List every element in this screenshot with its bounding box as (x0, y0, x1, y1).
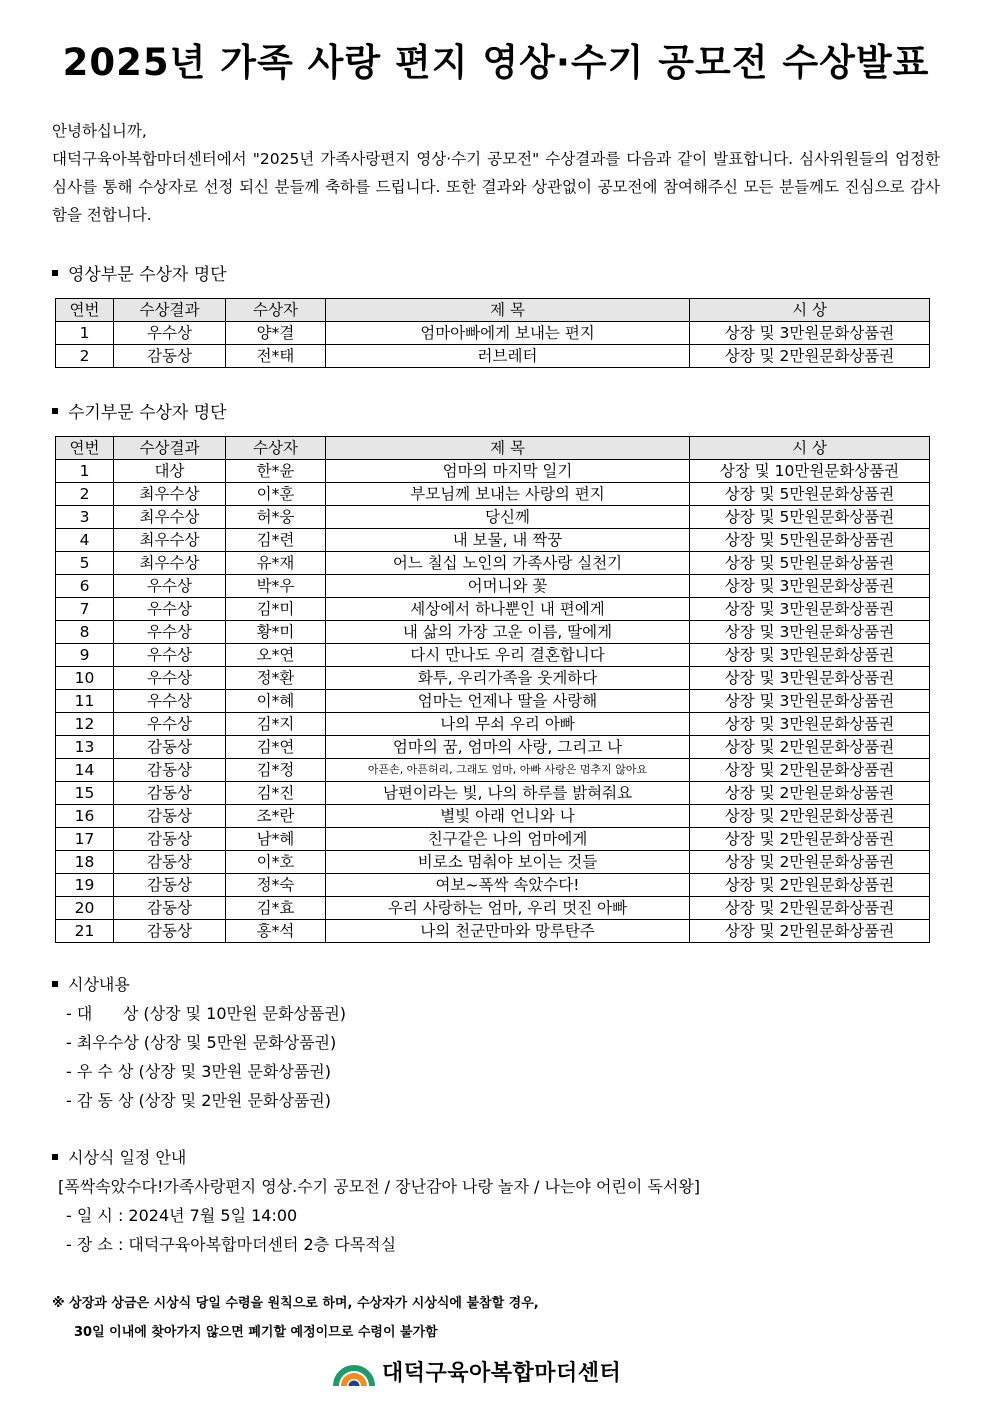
cell-no: 15 (56, 782, 114, 805)
cell-result: 최우수상 (114, 483, 226, 506)
cell-prize: 상장 및 2만원문화상품권 (690, 345, 930, 368)
cell-result: 감동상 (114, 782, 226, 805)
cell-no: 16 (56, 805, 114, 828)
cell-result: 감동상 (114, 851, 226, 874)
cell-result: 대상 (114, 460, 226, 483)
cell-prize: 상장 및 2만원문화상품권 (690, 736, 930, 759)
notice-line-1: ※ 상장과 상금은 시상식 당일 수령을 원칙으로 하며, 수상자가 시상식에 불참할 경우, (52, 1296, 539, 1311)
cell-winner: 김*미 (226, 598, 326, 621)
cell-title: 엄마의 꿈, 엄마의 사랑, 그리고 나 (326, 736, 690, 759)
notice-line-2: 30일 이내에 찾아가지 않으면 폐기할 예정이므로 수령이 불가함 (74, 1325, 438, 1340)
cell-no: 1 (56, 460, 114, 483)
cell-prize: 상장 및 2만원문화상품권 (690, 759, 930, 782)
cell-prize: 상장 및 2만원문화상품권 (690, 874, 930, 897)
col-header-no: 연번 (56, 299, 114, 322)
cell-winner: 정*숙 (226, 874, 326, 897)
video-table-header (56, 299, 930, 322)
cell-no: 9 (56, 644, 114, 667)
cell-no: 6 (56, 575, 114, 598)
cell-winner: 이*훈 (226, 483, 326, 506)
cell-result: 감동상 (114, 897, 226, 920)
table-row (56, 828, 930, 851)
table-row (56, 460, 930, 483)
cell-no: 14 (56, 759, 114, 782)
video-awards-table (55, 298, 930, 368)
rainbow-logo-icon (332, 1354, 376, 1388)
cell-winner: 유*재 (226, 552, 326, 575)
cell-no: 21 (56, 920, 114, 943)
table-row (56, 552, 930, 575)
cell-title: 우리 사랑하는 엄마, 우리 멋진 아빠 (326, 897, 690, 920)
cell-no: 1 (56, 322, 114, 345)
cell-result: 감동상 (114, 345, 226, 368)
table-row (56, 759, 930, 782)
cell-prize: 상장 및 3만원문화상품권 (690, 322, 930, 345)
col-header-title: 제 목 (326, 437, 690, 460)
table-row (56, 782, 930, 805)
cell-result: 우수상 (114, 322, 226, 345)
cell-prize: 상장 및 3만원문화상품권 (690, 690, 930, 713)
table-row (56, 621, 930, 644)
bullet-icon (52, 408, 58, 414)
col-header-winner: 수상자 (226, 437, 326, 460)
cell-no: 11 (56, 690, 114, 713)
table-row (56, 713, 930, 736)
table-row (56, 322, 930, 345)
cell-no: 18 (56, 851, 114, 874)
cell-prize: 상장 및 3만원문화상품권 (690, 644, 930, 667)
table-row (56, 851, 930, 874)
cell-prize: 상장 및 5만원문화상품권 (690, 552, 930, 575)
cell-title: 엄마아빠에게 보내는 편지 (326, 322, 690, 345)
table-row (56, 805, 930, 828)
prize-item: - 최우수상 (상장 및 5만원 문화상품권) (66, 1033, 337, 1052)
cell-title: 나의 무쇠 우리 아빠 (326, 713, 690, 736)
ceremony-info (52, 1143, 700, 1259)
cell-winner: 김*련 (226, 529, 326, 552)
cell-winner: 남*혜 (226, 828, 326, 851)
cell-result: 감동상 (114, 736, 226, 759)
cell-title: 아픈손, 아픈허리, 그래도 엄마, 아빠 사랑은 멈추지 않아요 (326, 759, 690, 782)
prize-heading (52, 970, 346, 999)
cell-title: 비로소 멈춰야 보이는 것들 (326, 851, 690, 874)
cell-no: 19 (56, 874, 114, 897)
header-row (56, 299, 930, 322)
cell-winner: 전*태 (226, 345, 326, 368)
video-table-body (56, 322, 930, 368)
cell-title: 어머니와 꽃 (326, 575, 690, 598)
table-row (56, 598, 930, 621)
ceremony-subtitle: [폭싹속았수다!가족사랑편지 영상.수기 공모전 / 장난감아 나랑 놀자 / 나는야 어린이 독서왕] (58, 1177, 701, 1196)
cell-winner: 한*윤 (226, 460, 326, 483)
col-header-no: 연번 (56, 437, 114, 460)
cell-winner: 정*환 (226, 667, 326, 690)
cell-no: 5 (56, 552, 114, 575)
cell-winner: 김*정 (226, 759, 326, 782)
cell-result: 감동상 (114, 874, 226, 897)
cell-title: 내 보물, 내 짝꿍 (326, 529, 690, 552)
cell-prize: 상장 및 5만원문화상품권 (690, 506, 930, 529)
prize-item: - 감 동 상 (상장 및 2만원 문화상품권) (66, 1091, 331, 1110)
cell-title: 다시 만나도 우리 결혼합니다 (326, 644, 690, 667)
col-header-winner: 수상자 (226, 299, 326, 322)
col-header-title: 제 목 (326, 299, 690, 322)
table-row (56, 483, 930, 506)
cell-no: 12 (56, 713, 114, 736)
essay-table-header (56, 437, 930, 460)
cell-winner: 이*호 (226, 851, 326, 874)
essay-section-heading (52, 398, 227, 423)
essay-section-heading-text: 수기부문 수상자 명단 (68, 403, 227, 423)
cell-no: 10 (56, 667, 114, 690)
cell-result: 감동상 (114, 805, 226, 828)
cell-winner: 김*지 (226, 713, 326, 736)
cell-no: 2 (56, 345, 114, 368)
cell-title: 부모님께 보내는 사랑의 편지 (326, 483, 690, 506)
cell-title: 어느 칠십 노인의 가족사랑 실천기 (326, 552, 690, 575)
col-header-result: 수상결과 (114, 437, 226, 460)
notice (52, 1289, 539, 1347)
table-row (56, 345, 930, 368)
table-row (56, 897, 930, 920)
cell-winner: 김*효 (226, 897, 326, 920)
cell-result: 우수상 (114, 713, 226, 736)
essay-awards-table (55, 436, 930, 943)
page-title: 2025년 가족 사랑 편지 영상·수기 공모전 수상발표 (62, 41, 930, 84)
cell-title: 나의 천군만마와 망루탄주 (326, 920, 690, 943)
cell-winner: 박*우 (226, 575, 326, 598)
cell-result: 감동상 (114, 828, 226, 851)
cell-result: 우수상 (114, 621, 226, 644)
table-row (56, 736, 930, 759)
cell-title: 별빛 아래 언니와 나 (326, 805, 690, 828)
cell-title: 화투, 우리가족을 웃게하다 (326, 667, 690, 690)
cell-title: 남편이라는 빛, 나의 하루를 밝혀줘요 (326, 782, 690, 805)
cell-result: 최우수상 (114, 529, 226, 552)
cell-no: 3 (56, 506, 114, 529)
bullet-icon (52, 981, 58, 987)
cell-prize: 상장 및 3만원문화상품권 (690, 575, 930, 598)
table-row (56, 667, 930, 690)
cell-prize: 상장 및 3만원문화상품권 (690, 598, 930, 621)
prize-info (52, 970, 346, 1115)
table-row (56, 920, 930, 943)
cell-no: 13 (56, 736, 114, 759)
cell-result: 감동상 (114, 759, 226, 782)
cell-result: 최우수상 (114, 552, 226, 575)
cell-title: 친구같은 나의 엄마에게 (326, 828, 690, 851)
cell-winner: 허*웅 (226, 506, 326, 529)
cell-prize: 상장 및 2만원문화상품권 (690, 805, 930, 828)
table-row (56, 644, 930, 667)
intro-body: 대덕구육아복합마더센터에서 "2025년 가족사랑편지 영상·수기 공모전" 수상결과를 다음과 같이 발표합니다. 심사위원들의 엄정한 심사를 통해 수상자로 선정 되신 분들께 축하를 드립니다. 또한 결과와 상관없이 공모전에 참여해주신 모든 분들께도 진심으로 감사함을 전합니다. (52, 150, 940, 224)
cell-prize: 상장 및 3만원문화상품권 (690, 667, 930, 690)
cell-no: 20 (56, 897, 114, 920)
cell-winner: 김*연 (226, 736, 326, 759)
table-row (56, 690, 930, 713)
cell-result: 우수상 (114, 575, 226, 598)
essay-table-body (56, 460, 930, 943)
cell-title: 엄마의 마지막 일기 (326, 460, 690, 483)
cell-prize: 상장 및 5만원문화상품권 (690, 529, 930, 552)
cell-winner: 홍*석 (226, 920, 326, 943)
cell-title: 러브레터 (326, 345, 690, 368)
table-row (56, 529, 930, 552)
cell-no: 8 (56, 621, 114, 644)
cell-winner: 양*결 (226, 322, 326, 345)
cell-prize: 상장 및 10만원문화상품권 (690, 460, 930, 483)
cell-result: 최우수상 (114, 506, 226, 529)
col-header-result: 수상결과 (114, 299, 226, 322)
table-row (56, 874, 930, 897)
cell-no: 17 (56, 828, 114, 851)
prize-item: - 대 상 (상장 및 10만원 문화상품권) (66, 1004, 347, 1023)
video-section-heading (52, 260, 227, 285)
cell-title: 여보~폭싹 속았수다! (326, 874, 690, 897)
cell-winner: 김*진 (226, 782, 326, 805)
cell-prize: 상장 및 2만원문화상품권 (690, 851, 930, 874)
cell-winner: 황*미 (226, 621, 326, 644)
intro-greeting: 안녕하십니까, (52, 122, 147, 140)
ceremony-date: - 일 시 : 2024년 7월 5일 14:00 (66, 1206, 298, 1225)
ceremony-heading (52, 1143, 700, 1172)
col-header-prize: 시 상 (690, 299, 930, 322)
cell-prize: 상장 및 5만원문화상품권 (690, 483, 930, 506)
cell-title: 엄마는 언제나 딸을 사랑해 (326, 690, 690, 713)
cell-result: 우수상 (114, 667, 226, 690)
cell-prize: 상장 및 3만원문화상품권 (690, 621, 930, 644)
intro-paragraph (52, 117, 940, 229)
cell-title: 세상에서 하나뿐인 내 편에게 (326, 598, 690, 621)
footer-logo (332, 1354, 621, 1388)
cell-title: 내 삶의 가장 고운 이름, 딸에게 (326, 621, 690, 644)
cell-prize: 상장 및 3만원문화상품권 (690, 713, 930, 736)
ceremony-heading-text: 시상식 일정 안내 (68, 1148, 187, 1167)
video-section-heading-text: 영상부문 수상자 명단 (68, 265, 227, 285)
cell-prize: 상장 및 2만원문화상품권 (690, 920, 930, 943)
bullet-icon (52, 1154, 58, 1160)
cell-result: 우수상 (114, 690, 226, 713)
cell-winner: 오*연 (226, 644, 326, 667)
table-row (56, 575, 930, 598)
cell-prize: 상장 및 2만원문화상품권 (690, 897, 930, 920)
cell-result: 우수상 (114, 598, 226, 621)
cell-title: 당신께 (326, 506, 690, 529)
header-row (56, 437, 930, 460)
cell-no: 2 (56, 483, 114, 506)
cell-winner: 조*란 (226, 805, 326, 828)
bullet-icon (52, 270, 58, 276)
col-header-prize: 시 상 (690, 437, 930, 460)
prize-heading-text: 시상내용 (68, 975, 130, 994)
cell-no: 7 (56, 598, 114, 621)
footer-org-name: 대덕구육아복합마더센터 (382, 1360, 622, 1386)
prize-item: - 우 수 상 (상장 및 3만원 문화상품권) (66, 1062, 331, 1081)
cell-result: 감동상 (114, 920, 226, 943)
cell-winner: 이*혜 (226, 690, 326, 713)
table-row (56, 506, 930, 529)
cell-prize: 상장 및 2만원문화상품권 (690, 828, 930, 851)
cell-prize: 상장 및 2만원문화상품권 (690, 782, 930, 805)
cell-result: 우수상 (114, 644, 226, 667)
cell-no: 4 (56, 529, 114, 552)
ceremony-place: - 장 소 : 대덕구육아복합마더센터 2층 다목적실 (66, 1235, 397, 1254)
